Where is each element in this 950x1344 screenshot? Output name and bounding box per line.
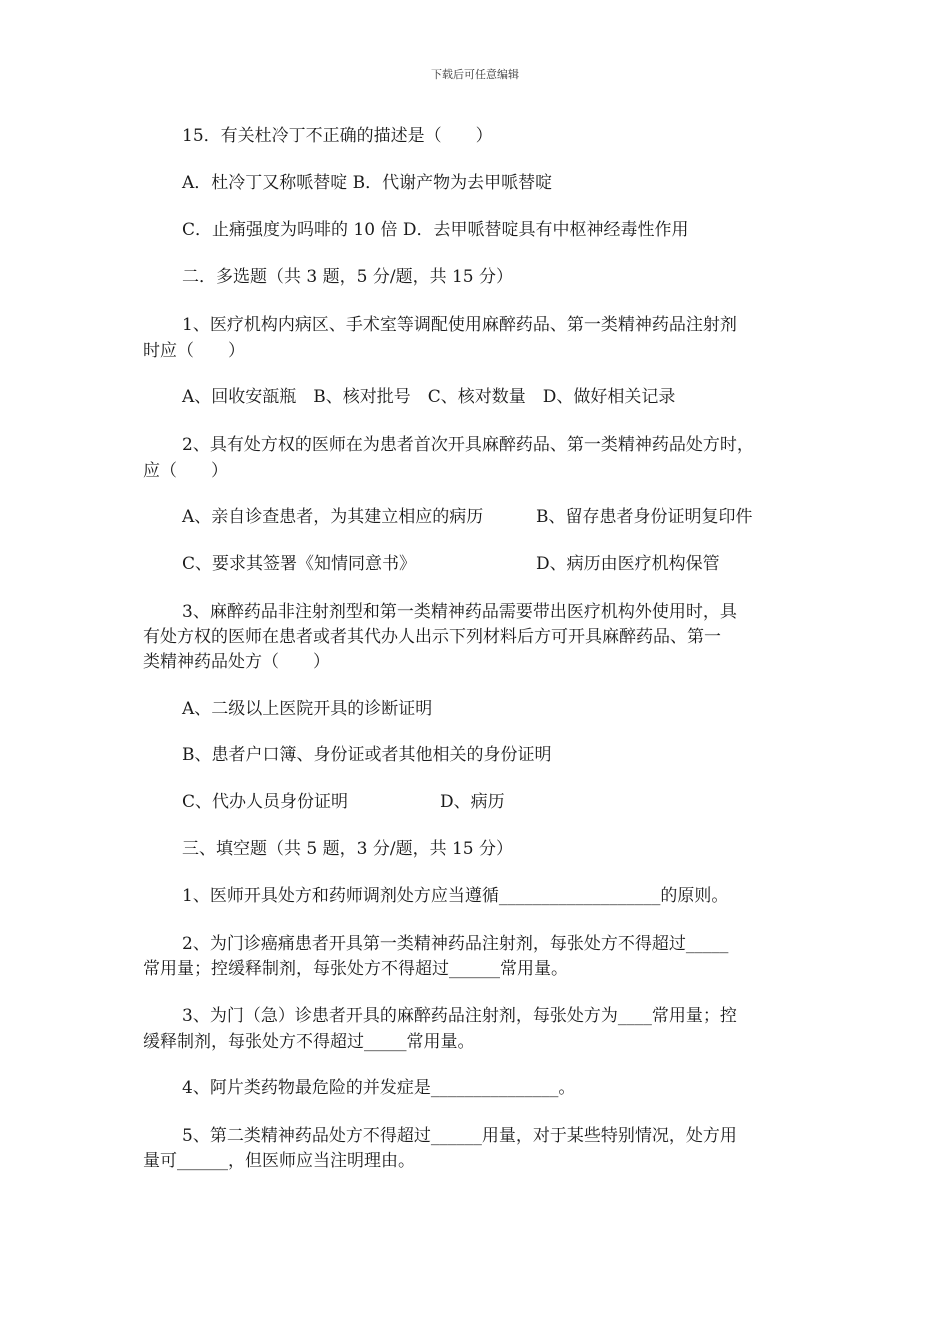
s2-q3-option-d: D、病历 xyxy=(440,792,505,812)
s3-q3-line1: 3、为门（急）诊患者开具的麻醉药品注射剂，每张处方为____常用量；控 xyxy=(182,1006,737,1026)
s3-q2-line1: 2、为门诊癌痛患者开具第一类精神药品注射剂，每张处方不得超过_____ xyxy=(182,934,729,954)
s3-q2-line2: 常用量；控缓释制剂，每张处方不得超过______常用量。 xyxy=(143,959,568,979)
s2-q3-option-a: A、二级以上医院开具的诊断证明 xyxy=(182,699,433,719)
s2-q2-stem-line1: 2、具有处方权的医师在为患者首次开具麻醉药品、第一类精神药品处方时， xyxy=(182,435,754,455)
s2-q3-option-b: B、患者户口簿、身份证或者其他相关的身份证明 xyxy=(182,745,552,765)
s3-q1: 1、医师开具处方和药师调剂处方应当遵循___________________的原则。 xyxy=(182,886,729,906)
s2-q1-stem-line2: 时应（ ） xyxy=(143,341,245,361)
s3-q3-line2: 缓释制剂，每张处方不得超过_____常用量。 xyxy=(143,1032,475,1052)
section2-title: 二．多选题（共 3 题，5 分/题，共 15 分） xyxy=(182,267,514,287)
q15-stem: 15．有关杜冷丁不正确的描述是（ ） xyxy=(182,126,493,146)
s2-q2-stem-line2: 应（ ） xyxy=(143,461,228,481)
s2-q2-option-c: C、要求其签署《知情同意书》 xyxy=(182,554,417,574)
s2-q2-option-a: A、亲自诊查患者，为其建立相应的病历 xyxy=(182,507,484,527)
s3-q5-line2: 量可______，但医师应当注明理由。 xyxy=(143,1151,415,1171)
s3-q4: 4、阿片类药物最危险的并发症是_______________。 xyxy=(182,1078,576,1098)
s2-q3-stem-line2: 有处方权的医师在患者或者其代办人出示下列材料后方可开具麻醉药品、第一 xyxy=(143,627,721,647)
header-note: 下载后可任意编辑 xyxy=(431,68,519,81)
s2-q2-option-b: B、留存患者身份证明复印件 xyxy=(536,507,753,527)
s2-q3-option-c: C、代办人员身份证明 xyxy=(182,792,349,812)
q15-options-cd: C．止痛强度为吗啡的 10 倍 D．去甲哌替啶具有中枢神经毒性作用 xyxy=(182,220,689,240)
section3-title: 三、填空题（共 5 题，3 分/题，共 15 分） xyxy=(182,839,514,859)
q15-options-ab: A．杜冷丁又称哌替啶 B．代谢产物为去甲哌替啶 xyxy=(182,173,553,193)
s2-q3-stem-line3: 类精神药品处方（ ） xyxy=(143,652,330,672)
s2-q3-stem-line1: 3、麻醉药品非注射剂型和第一类精神药品需要带出医疗机构外使用时，具 xyxy=(182,602,737,622)
s2-q1-stem-line1: 1、医疗机构内病区、手术室等调配使用麻醉药品、第一类精神药品注射剂 xyxy=(182,315,737,335)
s3-q5-line1: 5、第二类精神药品处方不得超过______用量，对于某些特别情况，处方用 xyxy=(182,1126,737,1146)
s2-q2-option-d: D、病历由医疗机构保管 xyxy=(536,554,720,574)
s2-q1-options: A、回收安瓿瓶 B、核对批号 C、核对数量 D、做好相关记录 xyxy=(182,387,676,407)
